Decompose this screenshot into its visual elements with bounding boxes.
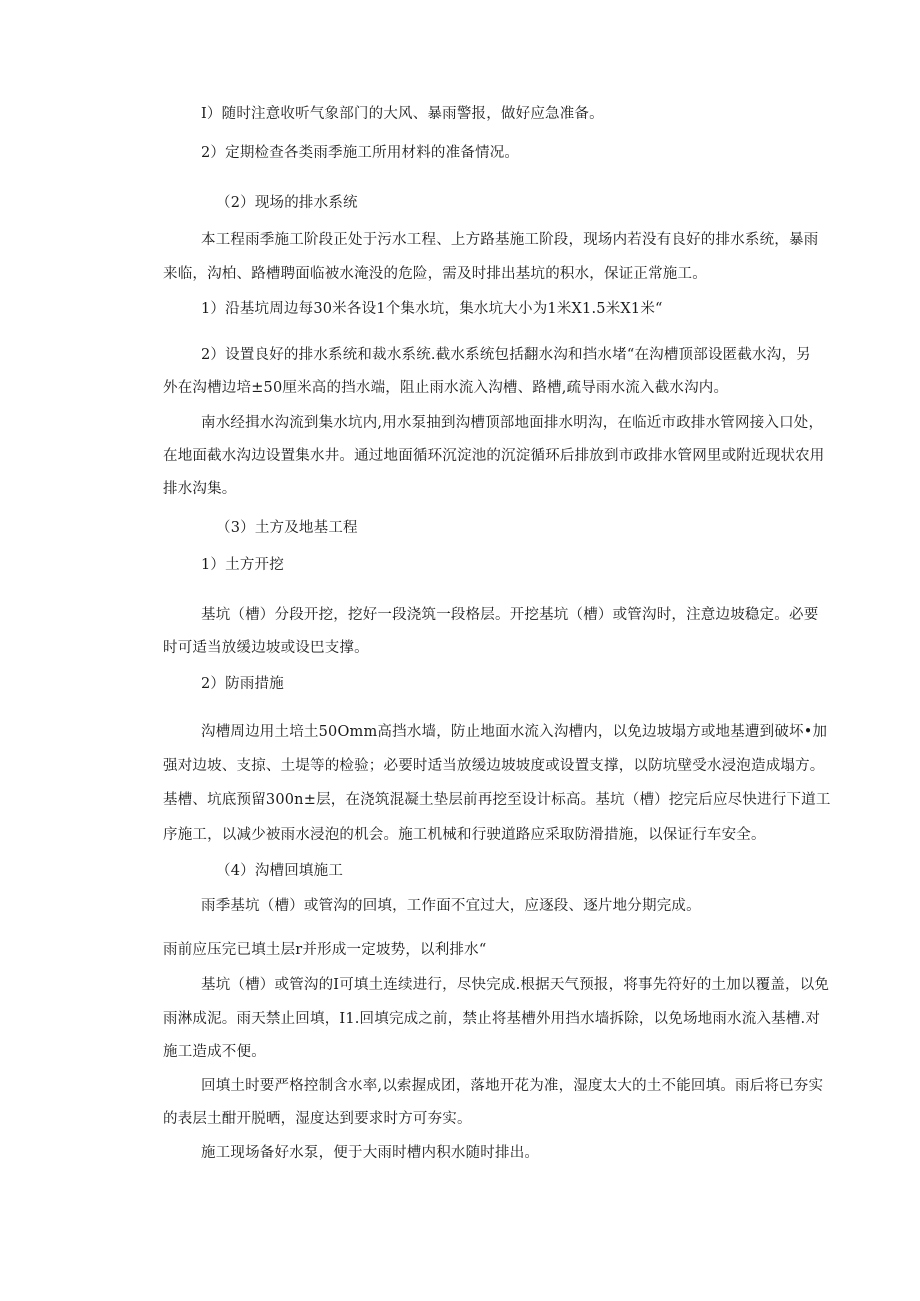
paragraph-line: 回填土时要严格控制含水率,以索握成团，落地开花为准，湿度太大的土不能回填。雨后将已夯实 bbox=[201, 1078, 824, 1094]
paragraph-line: I）随时注意收听气象部门的大风、暴雨警报，做好应急准备。 bbox=[201, 106, 604, 122]
paragraph-line: 外在沟槽边培±50厘米高的挡水端，阻止雨水流入沟槽、路槽,疏导雨水流入截水沟内。 bbox=[163, 380, 729, 396]
paragraph-line: 2）定期检查各类雨季施工所用材料的准备情况。 bbox=[201, 145, 520, 161]
paragraph-line: 雨淋成泥。雨天禁止回填，I1.回填完成之前，禁止将基槽外用挡水墙拆除，以免场地雨水流入基槽.对 bbox=[163, 1011, 821, 1027]
section-heading: （4）沟槽回填施工 bbox=[216, 863, 344, 879]
paragraph-line: 雨前应压完已填土层r并形成一定坡势，以利排水“ bbox=[163, 942, 487, 958]
paragraph-line: 来临，沟柏、路槽聘面临被水淹没的危险，需及时排出基坑的积水，保证正常施工。 bbox=[163, 266, 707, 282]
paragraph-line: 南水经揖水沟流到集水坑内,用水泵抽到沟槽顶部地面排水明沟，在临近市政排水管网接入口处， bbox=[201, 415, 824, 431]
paragraph-line: 1）沿基坑周边每30米各设1个集水坑，集水坑大小为1米X1.5米X1米“ bbox=[201, 301, 663, 317]
paragraph-line: 雨季基坑（槽）或管沟的回填，工作面不宜过大，应逐段、逐片地分期完成。 bbox=[201, 898, 701, 914]
paragraph-line: 本工程雨季施工阶段正处于污水工程、上方路基施工阶段，现场内若没有良好的排水系统，暴雨 bbox=[201, 232, 819, 248]
paragraph-line: 施工现场备好水泵，便于大雨时槽内积水随时排出。 bbox=[201, 1145, 540, 1161]
paragraph-line: 时可适当放缓边坡或设巴支撑。 bbox=[163, 640, 369, 656]
paragraph-line: 排水沟集。 bbox=[163, 481, 237, 497]
paragraph-line: 2）设置良好的排水系统和裁水系统.截水系统包括翻水沟和挡水堵“在沟槽顶部设匿截水沟，另 bbox=[201, 347, 811, 363]
paragraph-line: 基坑（槽）或管沟的I可填土连续进行，尽快完成.根据天气预报，将事先符好的土加以覆盖，以免 bbox=[201, 977, 830, 993]
paragraph-line: 的表层土酣开脱晒，湿度达到要求时方可夯实。 bbox=[163, 1111, 472, 1127]
paragraph-line: 强对边坡、支掠、土堤等的检验；必要时适当放缓边坡坡度或设置支撑，以防坑壁受水浸泡造成塌方。 bbox=[163, 758, 825, 774]
paragraph-line: 序施工，以减少被雨水浸泡的机会。施工机械和行驶道路应采取防滑措施，以保证行车安全。 bbox=[163, 827, 766, 843]
section-heading: （3）土方及地基工程 bbox=[216, 520, 358, 536]
paragraph-line: 基槽、坑底预留300n±层，在浇筑混凝土垫层前再挖至设计标高。基坑（槽）挖完后应尽快进行下道工 bbox=[163, 792, 831, 808]
paragraph-line: 基坑（槽）分段开挖，挖好一段浇筑一段格层。开挖基坑（槽）或管沟时，注意边坡稳定。必要 bbox=[201, 607, 819, 623]
paragraph-line: 沟槽周边用土培土50Omm高挡水墙，防止地面水流入沟槽内，以免边坡塌方或地基遭到破坏•加 bbox=[201, 724, 828, 740]
paragraph-line: 1）土方开挖 bbox=[201, 557, 284, 573]
paragraph-line: 在地面截水沟边设置集水井。通过地面循环沉淀池的沉淀循环后排放到市政排水管网里或附近现状农用 bbox=[163, 448, 825, 464]
section-heading: （2）现场的排水系统 bbox=[216, 195, 358, 211]
paragraph-line: 2）防雨措施 bbox=[201, 676, 284, 692]
paragraph-line: 施工造成不便。 bbox=[163, 1044, 266, 1060]
